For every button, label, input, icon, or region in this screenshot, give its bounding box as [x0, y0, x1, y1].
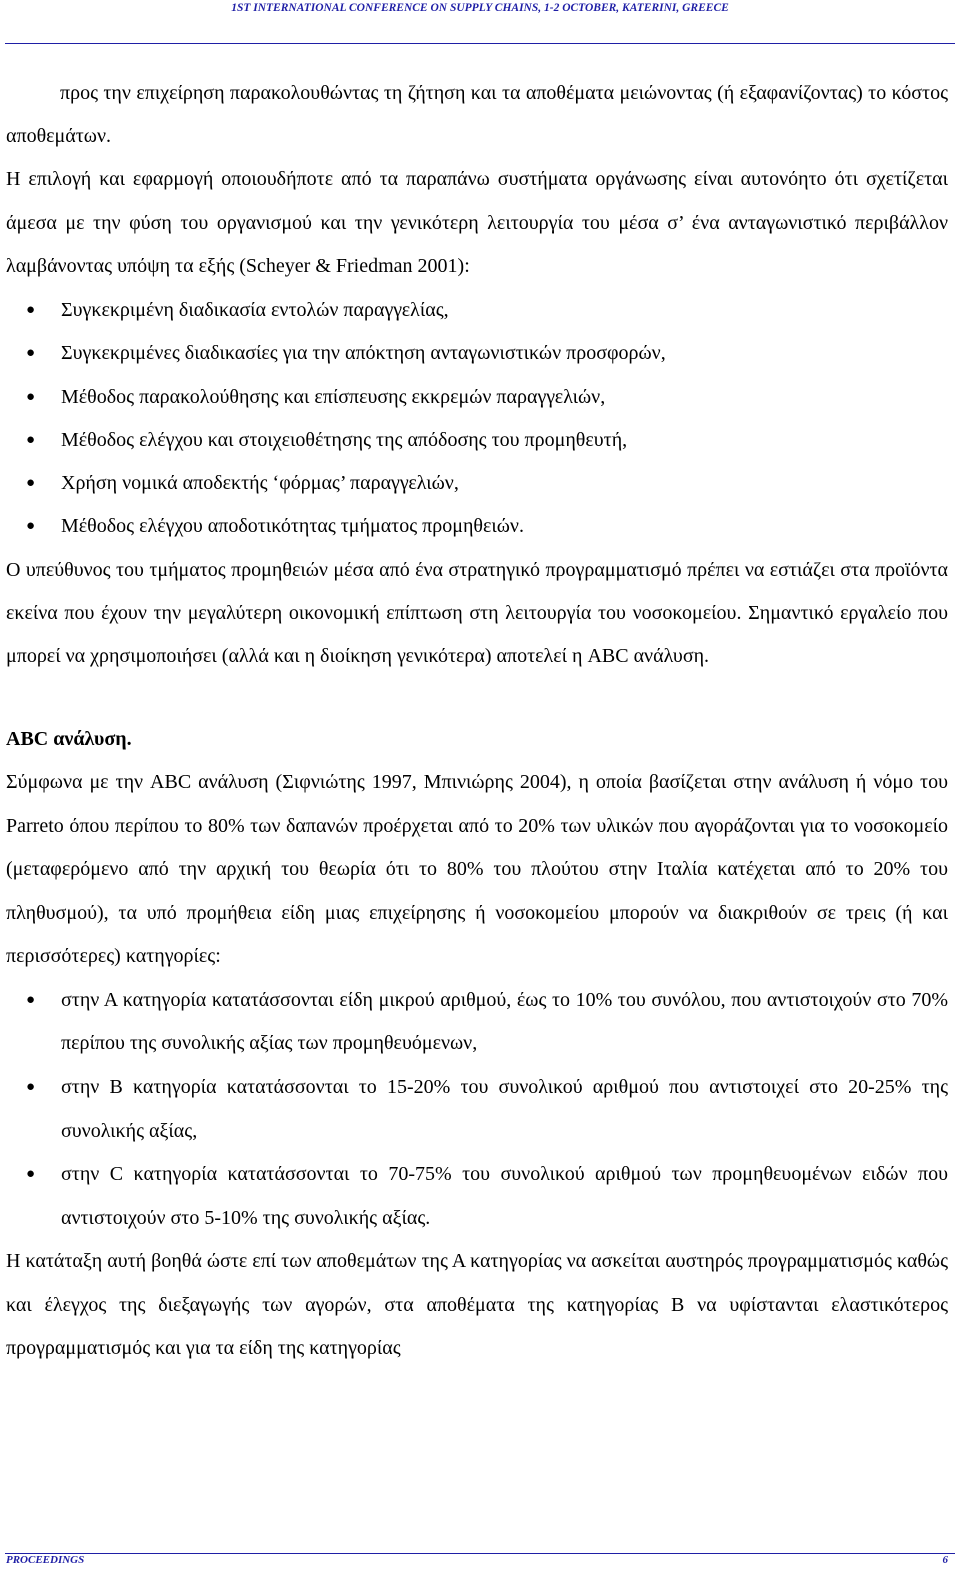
list-item: ● Μέθοδος ελέγχου και στοιχειοθέτησης της απόδοσης του προμηθευτή, — [6, 419, 948, 462]
list-item: ● στην Α κατηγορία κατατάσσονται είδη μικρού αριθμού, έως το 10% του συνόλου, που αντιστοιχούν στο 70% περίπου της συνολικής αξίας των προμηθευόμενων, — [6, 979, 948, 1066]
paragraph-1: προς την επιχείρηση παρακολουθώντας τη ζήτηση και τα αποθέματα μειώνοντας (ή εξαφανίζοντας) το κόστος αποθεμάτων. — [6, 82, 948, 148]
paragraph-4: Σύμφωνα με την ABC ανάλυση (Σιφνιώτης 1997, Μπινιώρης 2004), η οποία βασίζεται στην ανάλυση ή νόμο του Parreto όπου περίπου το 80% των δαπανών προέρχεται από το 20% των υλικών που αγοράζονται για το νοσοκομείο (μεταφερόμενο από την αρχική του θεωρία ότι το 80% του πλούτου στην Ιταλία κατέχεται από το 20% του πληθυσμού), τα υπό προμήθεια είδη μιας επιχείρησης ή νοσοκομείου μπορούν να διακριθούν σε τρεις (ή και περισσότερες) κατηγορίες: — [6, 771, 948, 968]
paragraph-5: Η κατάταξη αυτή βοηθά ώστε επί των αποθεμάτων της Α κατηγορίας να ασκείται αυστηρός προγραμματισμός καθώς και έλεγχος της διεξαγωγής των αγορών, στα αποθέματα της κατηγορίας Β να υφίστανται ελαστικότερος προγραμματισμός και για τα είδη της κατηγορίας — [6, 1250, 948, 1360]
bullet-icon: ● — [26, 431, 36, 448]
list-item: ● Συγκεκριμένη διαδικασία εντολών παραγγελίας, — [6, 289, 948, 332]
list-item: ● Συγκεκριμένες διαδικασίες για την απόκτηση ανταγωνιστικών προσφορών, — [6, 332, 948, 375]
list-item: ● Μέθοδος παρακολούθησης και επίσπευσης εκκρεμών παραγγελιών, — [6, 376, 948, 419]
page-number: 6 — [942, 1554, 948, 1566]
requirements-list — [6, 289, 948, 549]
bullet-icon: ● — [26, 388, 36, 405]
abc-categories-list — [6, 979, 948, 1241]
paragraph-2: Η επιλογή και εφαρμογή οποιουδήποτε από τα παραπάνω συστήματα οργάνωσης είναι αυτονόητο ότι σχετίζεται άμεσα με την φύση του οργανισμού και την γενικότερη λειτουργία του μέσα σ’ ένα ανταγωνιστικό περιβάλλον λαμβάνοντας υπόψη τα εξής (Scheyer & Friedman 2001): — [6, 168, 948, 278]
section-spacer — [6, 678, 948, 718]
list-item: ● στην C κατηγορία κατατάσσονται το 70-75% του συνολικού αριθμού των προμηθευομένων ειδών που αντιστοιχούν στο 5-10% της συνολικής αξίας. — [6, 1153, 948, 1240]
bullet-icon: ● — [26, 475, 36, 492]
paragraph-3: Ο υπεύθυνος του τμήματος προμηθειών μέσα από ένα στρατηγικό προγραμματισμό πρέπει να εστιάζει στα προϊόντα εκείνα που έχουν την μεγαλύτερη οικονομική επίπτωση στη λειτουργία του νοσοκομείου. Σημαντικό εργαλείο που μπορεί να χρησιμοποιήσει (αλλά και η διοίκηση γενικότερα) αποτελεί η ABC ανάλυση. — [6, 558, 948, 668]
page-body — [6, 72, 948, 1371]
bullet-icon: ● — [26, 518, 36, 535]
bullet-icon: ● — [26, 345, 36, 362]
footer-proceedings-label: PROCEEDINGS — [6, 1554, 85, 1566]
bullet-icon: ● — [26, 1078, 36, 1095]
list-item: ● Χρήση νομικά αποδεκτής ‘φόρμας’ παραγγελιών, — [6, 462, 948, 505]
header-rule — [5, 43, 955, 44]
bullet-icon: ● — [26, 991, 36, 1008]
bullet-icon: ● — [26, 301, 36, 318]
footer-rule — [5, 1553, 955, 1554]
list-item: ● Μέθοδος ελέγχου αποδοτικότητας τμήματος προμηθειών. — [6, 505, 948, 548]
conference-header: 1ST INTERNATIONAL CONFERENCE ON SUPPLY CHAINS, 1-2 OCTOBER, KATERINI, GREECE — [231, 2, 729, 14]
list-item: ● στην Β κατηγορία κατατάσσονται το 15-20% του συνολικού αριθμού που αντιστοιχεί στο 20-25% της συνολικής αξίας, — [6, 1066, 948, 1153]
section-heading: ABC ανάλυση. — [6, 728, 132, 751]
bullet-icon: ● — [26, 1166, 36, 1183]
